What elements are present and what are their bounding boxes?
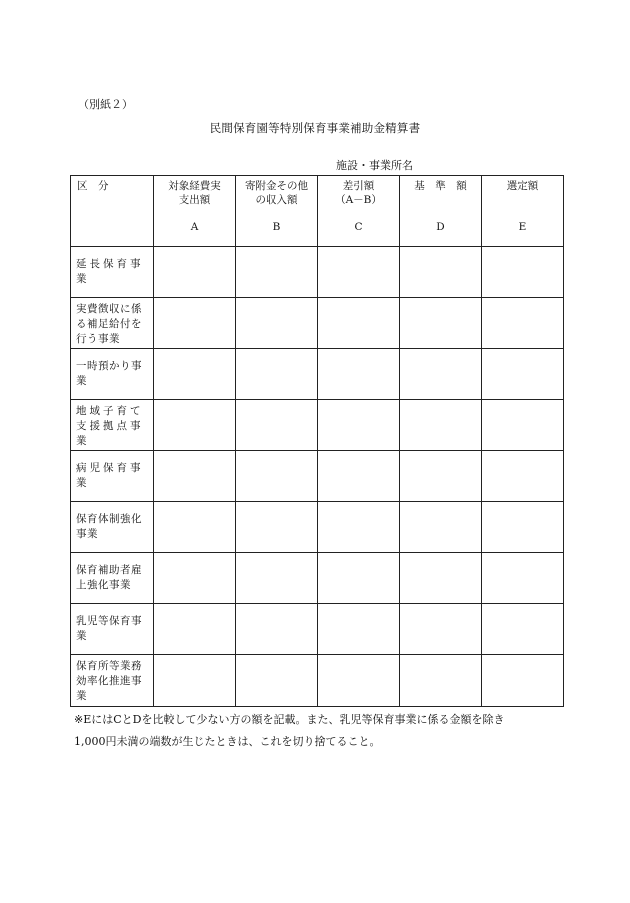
input-cell[interactable] bbox=[482, 451, 564, 502]
header-col-a-letter: A bbox=[190, 221, 199, 233]
input-cell[interactable] bbox=[400, 298, 482, 349]
input-cell[interactable] bbox=[236, 655, 318, 707]
header-col-d bbox=[400, 176, 482, 247]
row-label-supplementary-benefit: 実費徴収に係 る補足給付を 行う事業 bbox=[76, 303, 142, 345]
input-cell[interactable] bbox=[318, 502, 400, 553]
header-col-a-label: 対象経費実 支出額 bbox=[168, 180, 221, 206]
input-cell[interactable] bbox=[236, 298, 318, 349]
table-row bbox=[71, 451, 564, 502]
footnote: ※EにはCとDを比較して少ない方の額を記載。また、乳児等保育事業に係る金額を除き 1,000円未満の端数が生じたときは、これを切り捨てること。 bbox=[74, 713, 505, 748]
input-cell[interactable] bbox=[400, 349, 482, 400]
row-label-assistant-hiring: 保育補助者雇 上強化事業 bbox=[76, 564, 142, 591]
input-cell[interactable] bbox=[154, 247, 236, 298]
input-cell[interactable] bbox=[236, 400, 318, 451]
document-title: 民間保育園等特別保育事業補助金精算書 bbox=[209, 121, 421, 135]
settlement-table bbox=[70, 175, 564, 707]
table-row bbox=[71, 247, 564, 298]
header-col-b-letter: B bbox=[272, 221, 281, 233]
header-col-c-letter: C bbox=[354, 221, 363, 233]
table-row bbox=[71, 604, 564, 655]
row-label-staffing-enhancement: 保育体制強化 事業 bbox=[76, 513, 142, 540]
table-row bbox=[71, 502, 564, 553]
input-cell[interactable] bbox=[318, 451, 400, 502]
input-cell[interactable] bbox=[400, 451, 482, 502]
input-cell[interactable] bbox=[482, 553, 564, 604]
input-cell[interactable] bbox=[318, 604, 400, 655]
input-cell[interactable] bbox=[318, 247, 400, 298]
table-row bbox=[71, 553, 564, 604]
input-cell[interactable] bbox=[482, 502, 564, 553]
header-category-label: 区 分 bbox=[77, 180, 109, 192]
table-row bbox=[71, 349, 564, 400]
header-category bbox=[71, 176, 154, 247]
input-cell[interactable] bbox=[154, 451, 236, 502]
input-cell[interactable] bbox=[236, 349, 318, 400]
header-col-d-label: 基 準 額 bbox=[414, 180, 467, 192]
table-row bbox=[71, 400, 564, 451]
input-cell[interactable] bbox=[154, 604, 236, 655]
header-col-d-letter: D bbox=[436, 221, 445, 233]
row-label-community-support: 地域子育て 支援拠点事 業 bbox=[76, 405, 144, 447]
input-cell[interactable] bbox=[482, 349, 564, 400]
input-cell[interactable] bbox=[154, 298, 236, 349]
input-cell[interactable] bbox=[400, 502, 482, 553]
table-row bbox=[71, 655, 564, 707]
row-label-extended-care: 延長保育事 業 bbox=[76, 258, 144, 285]
input-cell[interactable] bbox=[236, 247, 318, 298]
input-cell[interactable] bbox=[318, 400, 400, 451]
input-cell[interactable] bbox=[482, 655, 564, 707]
input-cell[interactable] bbox=[482, 400, 564, 451]
input-cell[interactable] bbox=[482, 604, 564, 655]
header-col-a bbox=[154, 176, 236, 247]
input-cell[interactable] bbox=[236, 451, 318, 502]
row-label-sick-child-care: 病児保育事 業 bbox=[76, 462, 144, 489]
header-col-e bbox=[482, 176, 564, 247]
row-label-infant-care: 乳児等保育事 業 bbox=[76, 615, 142, 642]
header-col-c bbox=[318, 176, 400, 247]
table-header-row bbox=[71, 176, 564, 247]
input-cell[interactable] bbox=[236, 604, 318, 655]
input-cell[interactable] bbox=[318, 298, 400, 349]
input-cell[interactable] bbox=[154, 502, 236, 553]
input-cell[interactable] bbox=[154, 349, 236, 400]
input-cell[interactable] bbox=[154, 655, 236, 707]
input-cell[interactable] bbox=[482, 247, 564, 298]
header-col-b-label: 寄附金その他 の収入額 bbox=[245, 180, 308, 206]
input-cell[interactable] bbox=[400, 247, 482, 298]
attachment-label: （別紙２） bbox=[78, 98, 133, 111]
input-cell[interactable] bbox=[236, 553, 318, 604]
input-cell[interactable] bbox=[154, 553, 236, 604]
header-col-e-letter: E bbox=[518, 221, 527, 233]
header-col-b bbox=[236, 176, 318, 247]
row-label-temporary-care: 一時預かり事 業 bbox=[76, 360, 142, 387]
row-label-efficiency-promotion: 保育所等業務 効率化推進事 業 bbox=[76, 660, 142, 702]
input-cell[interactable] bbox=[318, 553, 400, 604]
input-cell[interactable] bbox=[400, 655, 482, 707]
facility-name-label: 施設・事業所名 bbox=[336, 159, 413, 172]
header-col-c-label: 差引額 （A－B） bbox=[335, 180, 382, 206]
input-cell[interactable] bbox=[400, 553, 482, 604]
input-cell[interactable] bbox=[236, 502, 318, 553]
input-cell[interactable] bbox=[400, 400, 482, 451]
header-col-e-label: 選定額 bbox=[506, 180, 539, 192]
table-row bbox=[71, 298, 564, 349]
input-cell[interactable] bbox=[318, 349, 400, 400]
input-cell[interactable] bbox=[318, 655, 400, 707]
input-cell[interactable] bbox=[482, 298, 564, 349]
input-cell[interactable] bbox=[400, 604, 482, 655]
input-cell[interactable] bbox=[154, 400, 236, 451]
